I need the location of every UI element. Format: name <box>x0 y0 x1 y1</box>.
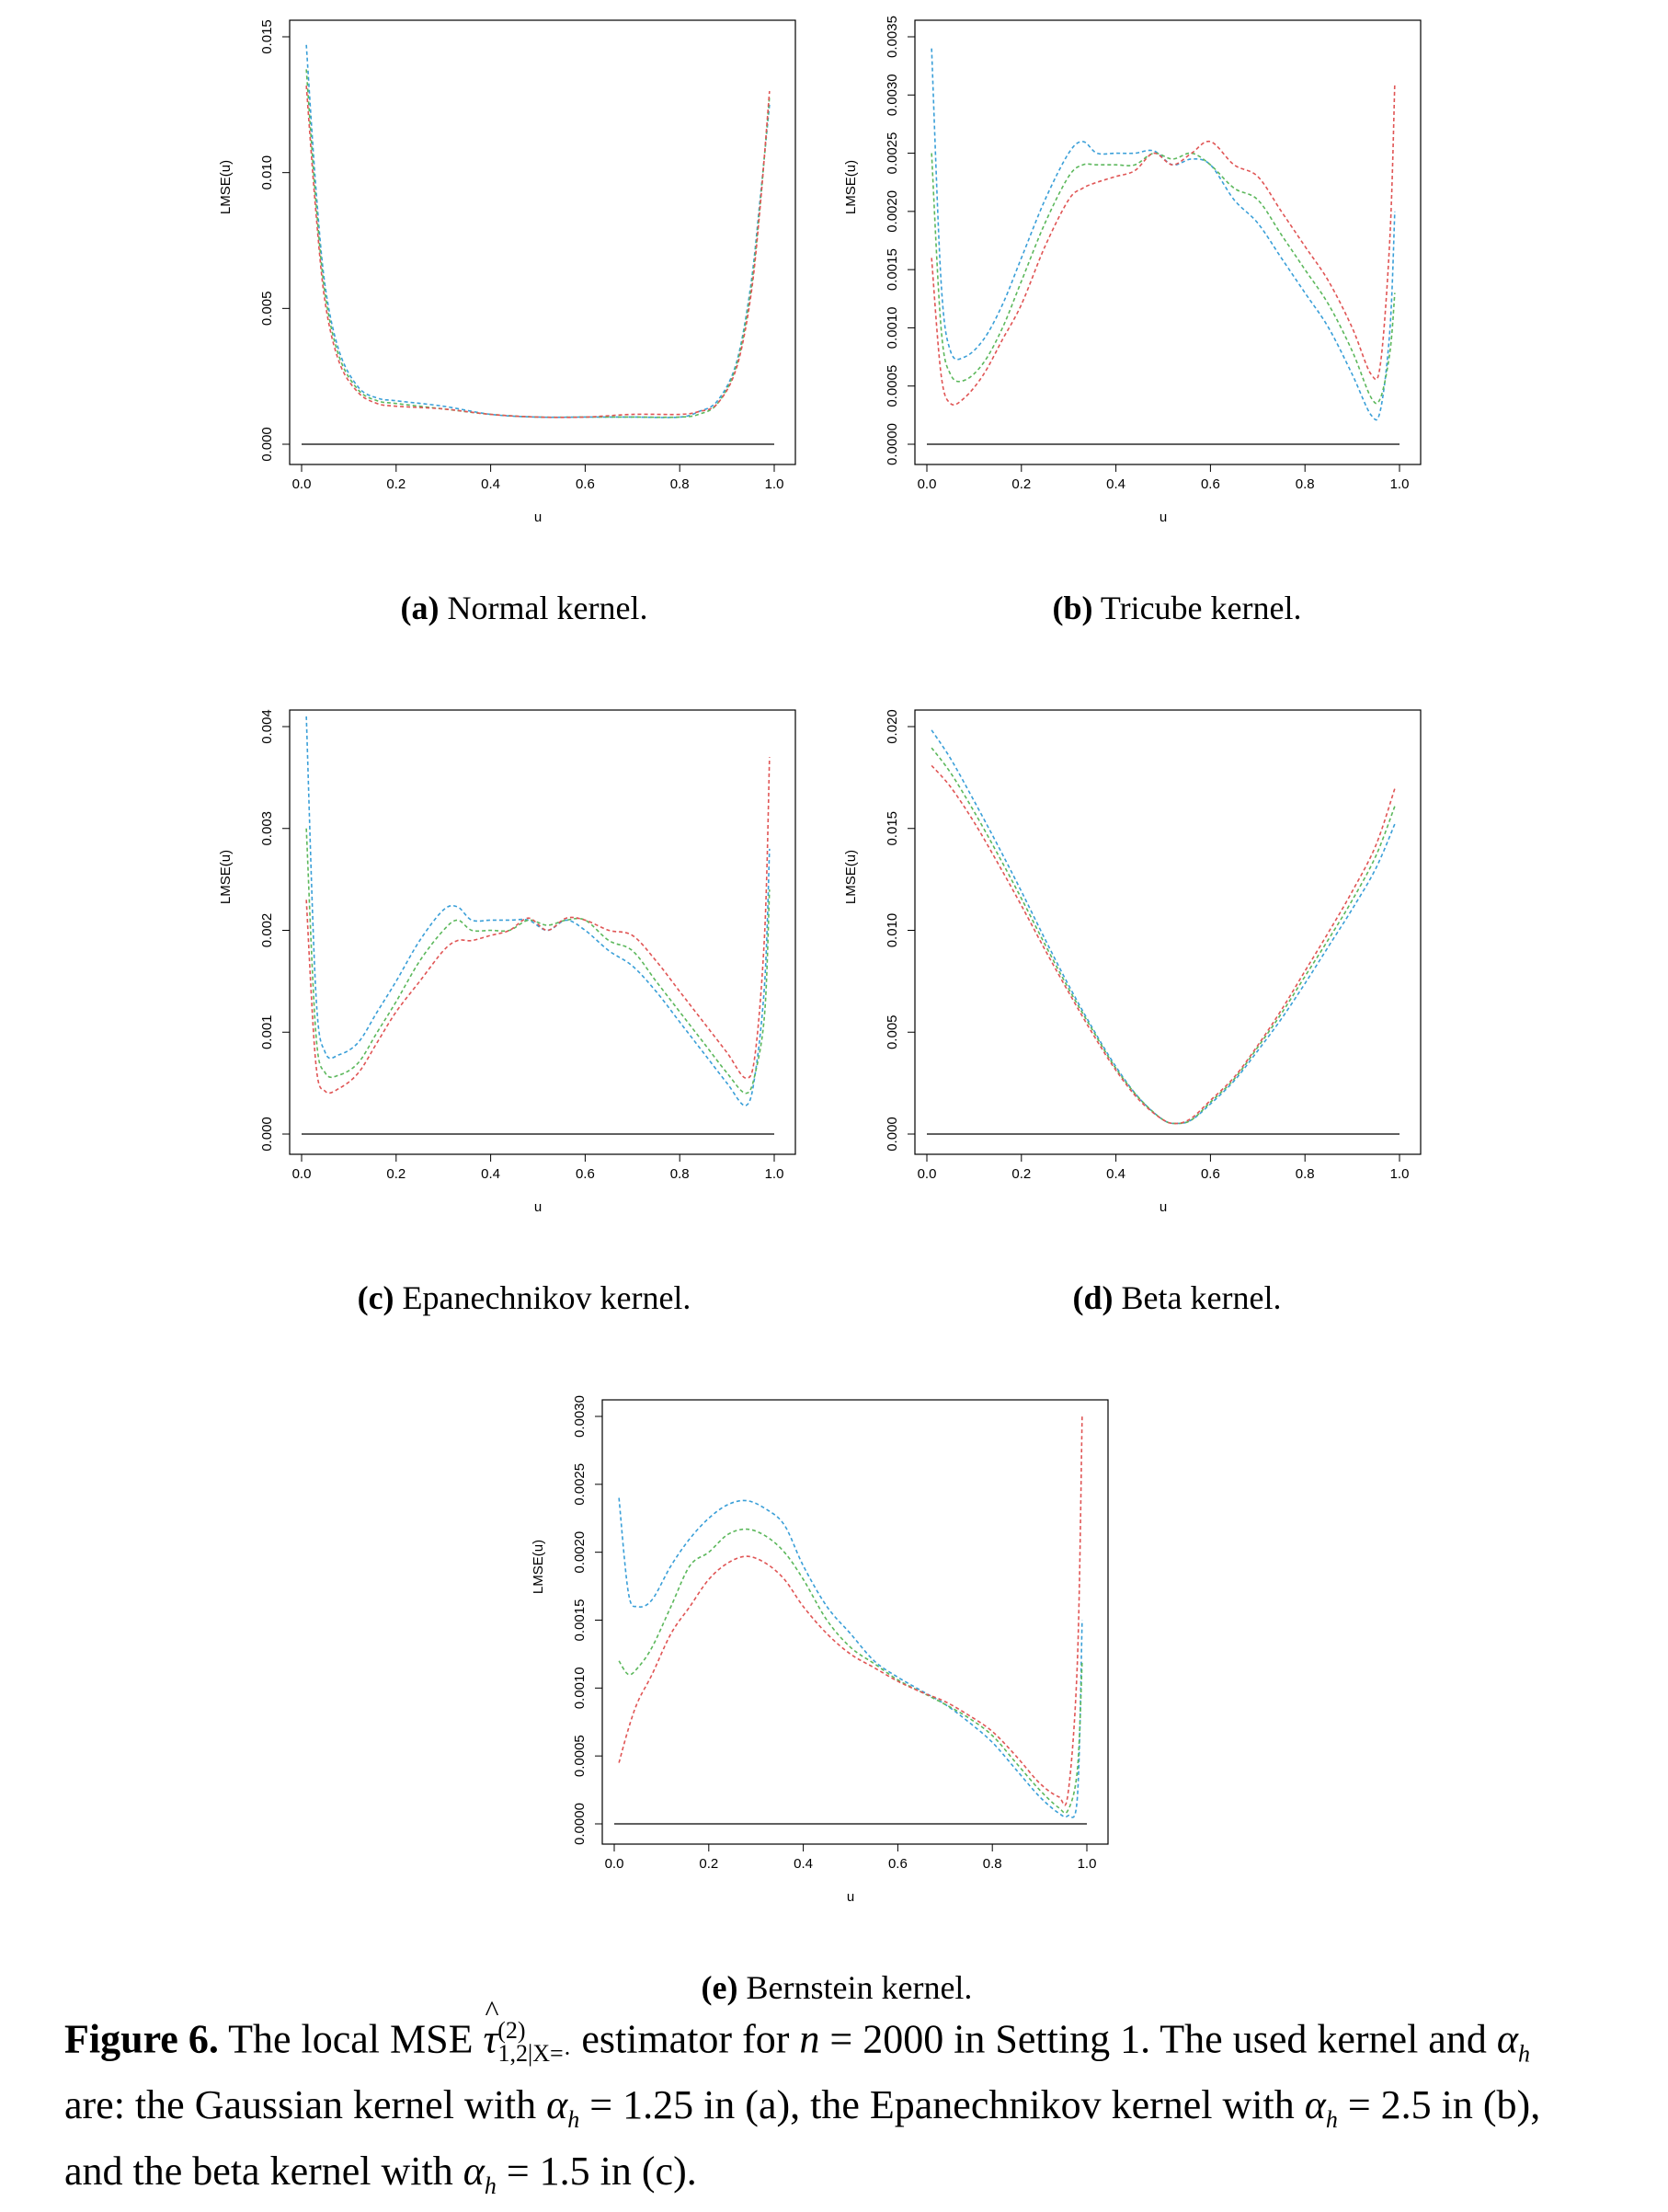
caption-line2-c: = 2.5 in (b), <box>1347 2082 1541 2128</box>
y-tick-label: 0.0015 <box>572 1599 588 1642</box>
series-red-line <box>306 757 770 1093</box>
caption-e-text: Bernstein kernel. <box>746 1969 973 2006</box>
y-tick-label: 0.015 <box>259 19 275 54</box>
y-tick-label: 0.003 <box>259 810 275 846</box>
y-tick-label: 0.0025 <box>885 132 900 175</box>
series-blue-line <box>306 45 770 418</box>
caption-d-label: (d) <box>1072 1279 1114 1316</box>
x-tick-label: 0.6 <box>887 1856 908 1872</box>
plot-frame <box>602 1400 1108 1844</box>
series-blue-line <box>619 1498 1082 1817</box>
caption-a-text: Normal kernel. <box>447 590 648 626</box>
x-tick-label: 0.8 <box>1295 1166 1315 1182</box>
y-axis-label: LMSE(u) <box>843 849 859 905</box>
x-tick-label: 0.0 <box>917 476 937 492</box>
chart-b-svg <box>809 0 1434 552</box>
caption-a <box>340 589 708 627</box>
x-tick-label: 0.6 <box>1200 476 1220 492</box>
n-variable: n <box>799 2016 820 2062</box>
x-tick-label: 1.0 <box>764 1166 784 1182</box>
y-tick-label: 0.010 <box>885 912 900 948</box>
x-tick-label: 0.2 <box>386 476 406 492</box>
series-green-line <box>306 69 770 417</box>
y-tick-label: 0.005 <box>885 1014 900 1050</box>
x-tick-label: 1.0 <box>1077 1856 1097 1872</box>
x-tick-label: 0.8 <box>1295 476 1315 492</box>
y-tick-label: 0.020 <box>885 709 900 744</box>
caption-line2-b: = 1.25 in (a), the Epanechnikov kernel with <box>589 2082 1295 2128</box>
x-axis-label: u <box>533 510 543 525</box>
x-tick-label: 0.2 <box>1011 1166 1032 1182</box>
series-red-line <box>931 84 1395 406</box>
figure-label: Figure 6. <box>64 2016 219 2062</box>
caption-c-text: Epanechnikov kernel. <box>402 1279 691 1316</box>
chart-d-svg <box>809 690 1434 1242</box>
x-tick-label: 1.0 <box>1389 1166 1410 1182</box>
y-tick-label: 0.010 <box>259 155 275 190</box>
plot-beta-kernel <box>809 690 1434 1242</box>
plot-frame <box>915 20 1421 464</box>
y-tick-label: 0.000 <box>885 1117 900 1152</box>
alpha-4-sub: h <box>484 2172 497 2200</box>
caption-a-label: (a) <box>400 590 440 626</box>
plot-bernstein-kernel <box>497 1380 1122 1931</box>
x-tick-label: 0.8 <box>669 476 690 492</box>
x-tick-label: 0.4 <box>1106 1166 1126 1182</box>
x-tick-label: 0.0 <box>291 476 312 492</box>
plot-epanechnikov-kernel <box>184 690 809 1242</box>
y-tick-label: 0.0015 <box>885 248 900 292</box>
caption-e-label: (e) <box>701 1969 738 2006</box>
x-axis-label: u <box>1159 1199 1168 1215</box>
x-tick-label: 0.0 <box>917 1166 937 1182</box>
y-tick-label: 0.001 <box>259 1014 275 1050</box>
alpha-3-sub: h <box>1325 2106 1338 2134</box>
caption-part2: estimator for <box>581 2016 790 2062</box>
series-blue-line <box>306 716 770 1106</box>
y-tick-label: 0.0005 <box>572 1735 588 1778</box>
y-tick-label: 0.0020 <box>572 1530 588 1574</box>
y-tick-label: 0.0035 <box>885 16 900 58</box>
y-axis-label: LMSE(u) <box>218 849 234 905</box>
alpha-1-sub: h <box>1517 2040 1530 2068</box>
series-green-line <box>931 748 1395 1123</box>
y-tick-label: 0.0030 <box>572 1395 588 1438</box>
x-tick-label: 0.2 <box>1011 476 1032 492</box>
y-axis-label: LMSE(u) <box>218 159 234 215</box>
caption-c <box>322 1278 726 1317</box>
series-blue-line <box>931 49 1395 420</box>
y-axis-label: LMSE(u) <box>843 159 859 215</box>
caption-part3: = 2000 in Setting 1. The used kernel and <box>829 2016 1487 2062</box>
y-tick-label: 0.0010 <box>572 1667 588 1710</box>
tau-letter: τ <box>483 2016 498 2062</box>
y-tick-label: 0.0000 <box>885 423 900 465</box>
caption-line2-a: are: the Gaussian kernel with <box>64 2082 537 2128</box>
alpha-2: α <box>546 2082 568 2128</box>
caption-b-text: Tricube kernel. <box>1100 590 1302 626</box>
tau-superscript: (2) <box>497 2017 526 2044</box>
plot-normal-kernel <box>184 0 809 552</box>
alpha-2-sub: h <box>567 2106 580 2134</box>
series-blue-line <box>931 730 1395 1124</box>
chart-c-svg <box>184 690 809 1242</box>
y-tick-label: 0.0020 <box>885 189 900 233</box>
series-red-line <box>619 1416 1082 1805</box>
x-tick-label: 0.6 <box>575 476 595 492</box>
x-tick-label: 0.6 <box>1200 1166 1220 1182</box>
y-tick-label: 0.005 <box>259 291 275 327</box>
y-tick-label: 0.002 <box>259 912 275 948</box>
y-tick-label: 0.0005 <box>885 364 900 407</box>
y-tick-label: 0.0030 <box>885 74 900 117</box>
caption-part1: The local MSE <box>228 2016 474 2062</box>
x-tick-label: 0.4 <box>794 1856 814 1872</box>
x-tick-label: 1.0 <box>764 476 784 492</box>
x-tick-label: 0.4 <box>1106 476 1126 492</box>
alpha-1: α <box>1496 2016 1518 2062</box>
x-tick-label: 0.6 <box>575 1166 595 1182</box>
x-tick-label: 1.0 <box>1389 476 1410 492</box>
x-tick-label: 0.2 <box>386 1166 406 1182</box>
y-tick-label: 0.004 <box>259 709 275 744</box>
caption-b-label: (b) <box>1052 590 1093 626</box>
figure-caption <box>64 1994 1618 2212</box>
x-axis-label: u <box>846 1889 855 1905</box>
y-tick-label: 0.000 <box>259 1117 275 1152</box>
alpha-4: α <box>463 2149 485 2195</box>
plot-frame <box>915 710 1421 1154</box>
y-tick-label: 0.0000 <box>572 1803 588 1845</box>
x-axis-label: u <box>533 1199 543 1215</box>
caption-d-text: Beta kernel. <box>1121 1279 1282 1316</box>
y-tick-label: 0.0025 <box>572 1462 588 1506</box>
x-tick-label: 0.8 <box>982 1856 1002 1872</box>
series-red-line <box>306 86 770 418</box>
y-tick-label: 0.000 <box>259 427 275 462</box>
chart-e-svg <box>497 1380 1122 1931</box>
plot-tricube-kernel <box>809 0 1434 552</box>
x-tick-label: 0.4 <box>481 1166 501 1182</box>
x-tick-label: 0.8 <box>669 1166 690 1182</box>
caption-b <box>993 589 1361 627</box>
x-tick-label: 0.0 <box>604 1856 624 1872</box>
caption-d <box>993 1278 1361 1317</box>
caption-line3-b: = 1.5 in (c). <box>506 2149 697 2195</box>
y-axis-label: LMSE(u) <box>531 1539 546 1595</box>
y-tick-label: 0.0010 <box>885 306 900 350</box>
series-green-line <box>619 1530 1082 1814</box>
tau-symbol <box>483 1994 572 2080</box>
alpha-3: α <box>1304 2082 1326 2128</box>
tau-hat: ^ <box>485 1994 499 2027</box>
plot-frame <box>290 710 795 1154</box>
x-tick-label: 0.4 <box>481 476 501 492</box>
series-green-line <box>306 829 770 1094</box>
caption-line3-a: and the beta kernel with <box>64 2149 453 2195</box>
caption-c-label: (c) <box>357 1279 394 1316</box>
tau-subscript: 1,2|X=· <box>497 2040 572 2068</box>
y-tick-label: 0.015 <box>885 810 900 846</box>
x-tick-label: 0.0 <box>291 1166 312 1182</box>
series-green-line <box>931 153 1395 403</box>
x-axis-label: u <box>1159 510 1168 525</box>
x-tick-label: 0.2 <box>699 1856 719 1872</box>
caption-e <box>653 1968 1021 2007</box>
chart-a-svg <box>184 0 809 552</box>
